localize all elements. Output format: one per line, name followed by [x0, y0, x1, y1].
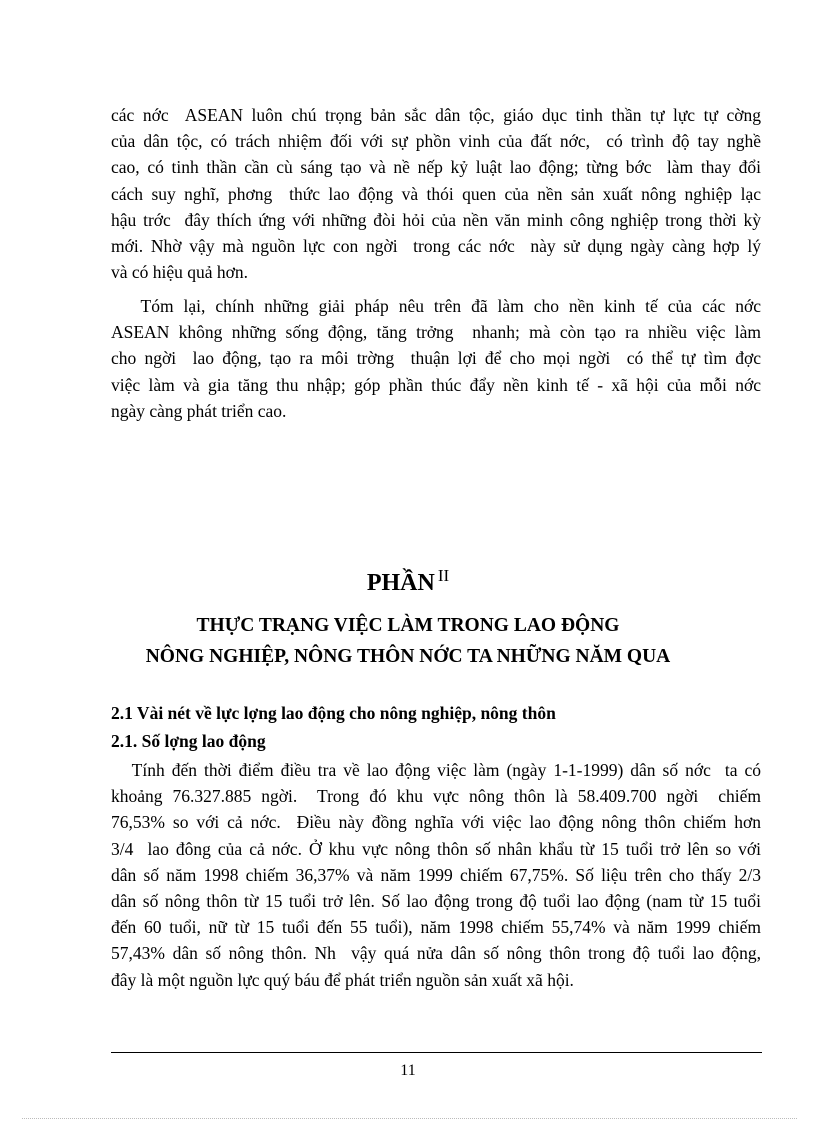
body-paragraph-line: 57,43% dân số nông thôn. Nh vậy quá nửa dân số nông thôn trong độ tuổi lao động,	[111, 943, 761, 964]
intro-paragraph-1-line: mới. Nhờ vậy mà nguồn lực con ngời trong các nớc này sử dụng ngày càng hợp lý	[111, 236, 761, 257]
intro-paragraph-1-line: các nớc ASEAN luôn chú trọng bản sắc dân tộc, giáo dục tinh thần tự lực tự cờng	[111, 105, 761, 125]
intro-paragraph-1-line: cao, có tinh thần cần cù sáng tạo và nề nếp kỷ luật lao động; từng bớc làm thay đổi	[111, 157, 761, 178]
page-edge-dotted-line	[22, 1118, 797, 1119]
part-label: PHẦN	[366, 570, 435, 596]
body-paragraph-line: Tính đến thời điểm điều tra về lao động việc làm (ngày 1-1-1999) dân số nớc ta có	[111, 760, 761, 780]
intro-paragraph-1-line: của dân tộc, có trách nhiệm đối với sự phồn vinh của đất nớc, có trình độ tay nghề	[111, 131, 761, 152]
intro-paragraph-2-line: ASEAN không những sống động, tăng trởng nhanh; mà còn tạo ra nhiều việc làm	[111, 322, 761, 343]
body-paragraph-line: dân số năm 1998 chiếm 36,37% và năm 1999 chiếm 67,75%. Số liệu trên cho thấy 2/3	[111, 864, 761, 885]
intro-paragraph-2-line: việc làm và gia tăng thu nhập; góp phần thúc đẩy nền kinh tế - xã hội của mỗi nớc	[111, 374, 761, 395]
chapter-title-line-2: NÔNG NGHIỆP, NÔNG THÔN NỚC TA NHỮNG NĂM QUA	[145, 646, 671, 667]
intro-paragraph-1	[111, 102, 761, 285]
intro-paragraph-2-line: ngày càng phát triển cao.	[111, 400, 287, 421]
footer-divider	[111, 1052, 762, 1053]
section-heading: 2.1 Vài nét về lực lợng lao động cho nông nghiệp, nông thôn	[111, 703, 556, 723]
subsection-heading: 2.1. Số lợng lao động	[111, 731, 266, 751]
intro-paragraph-2-line: cho ngời lao động, tạo ra môi trờng thuận lợi để cho mọi ngời có thể tự tìm đợc	[111, 348, 761, 369]
body-paragraph-line: đây là một nguồn lực quý báu để phát triển nguồn sản xuất xã hội.	[111, 969, 574, 990]
body-paragraph	[111, 757, 761, 993]
intro-paragraph-2-line: Tóm lại, chính những giải pháp nêu trên đã làm cho nền kinh tế của các nớc	[111, 296, 761, 316]
body-paragraph-line: 76,53% so với cả nớc. Điều này đồng nghĩa với việc lao động nông thôn chiếm hơn	[111, 812, 761, 833]
intro-paragraph-2	[111, 293, 761, 424]
part-title	[0, 566, 816, 597]
body-paragraph-line: dân số nông thôn từ 15 tuổi trở lên. Số lao động trong độ tuổi lao động (nam từ 15 tuổi	[111, 891, 761, 912]
body-paragraph-line: khoảng 76.327.885 ngời. Trong đó khu vực nông thôn là 58.409.700 ngời chiếm	[111, 786, 761, 807]
intro-paragraph-1-line: hậu trớc đây thích ứng với những đòi hỏi của nền văn minh công nghiệp trong thời kỳ	[111, 209, 761, 230]
part-number: II	[437, 566, 450, 585]
intro-paragraph-1-line: cách suy nghĩ, phơng thức lao động và thói quen của nền sản xuất nông nghiệp lạc	[111, 183, 761, 204]
body-paragraph-line: 3/4 lao đông của cả nớc. Ở khu vực nông thôn số nhân khẩu từ 15 tuổi trở lên so với	[111, 838, 761, 859]
body-paragraph-line: đến 60 tuổi, nữ từ 15 tuổi đến 55 tuổi), năm 1998 chiếm 55,74% và năm 1999 chiếm	[111, 917, 761, 938]
page-number: 11	[400, 1062, 416, 1079]
chapter-title	[0, 610, 816, 672]
chapter-title-line-1: THỰC TRẠNG VIỆC LÀM TRONG LAO ĐỘNG	[196, 615, 620, 636]
intro-paragraph-1-line: và có hiệu quả hơn.	[111, 262, 249, 283]
